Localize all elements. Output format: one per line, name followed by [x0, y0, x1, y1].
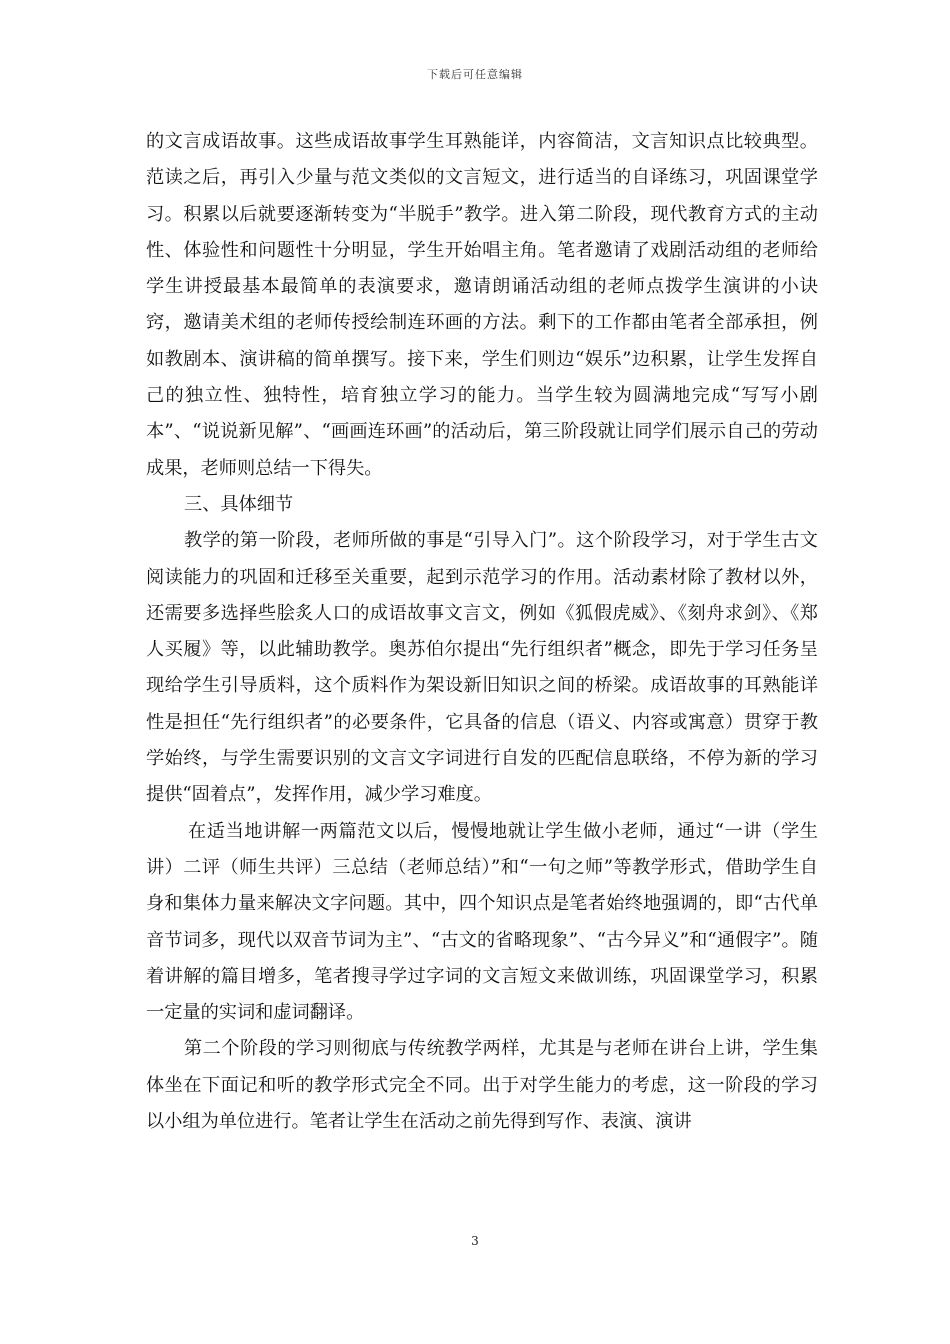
paragraph-4: 第二个阶段的学习则彻底与传统教学两样，尤其是与老师在讲台上讲，学生集体坐在下面记和听的教学形式完全不同。出于对学生能力的考虑，这一阶段的学习以小组为单位进行。笔者让学生在活动之前先得到写作、表演、演讲	[146, 1038, 818, 1133]
section-heading-3: 三、具体细节	[184, 493, 294, 515]
document-body	[146, 124, 818, 1140]
paragraph-3: 在适当地讲解一两篇范文以后，慢慢地就让学生做小老师，通过“一讲（学生讲）二评（师生共评）三总结（老师总结）”和“一句之师”等教学形式，借助学生自身和集体力量来解决文字问题。其中，四个知识点是笔者始终地强调的，即“古代单音节词多，现代以双音节词为主”、“古文的省略现象”、“古今异义”和“通假字”。随着讲解的篇目增多，笔者搜寻学过字词的文言短文来做训练，巩固课堂学习，积累一定量的实词和虚词翻译。	[146, 820, 818, 1024]
page-number: 3	[471, 1234, 479, 1248]
paragraph-2: 教学的第一阶段，老师所做的事是“引导入门”。这个阶段学习，对于学生古文阅读能力的巩固和迁移至关重要，起到示范学习的作用。活动素材除了教材以外，还需要多选择些脍炙人口的成语故事文言文，例如《狐假虎威》、《刻舟求剑》、《郑人买履》等，以此辅助教学。奥苏伯尔提出“先行组织者”概念，即先于学习任务呈现给学生引导质料，这个质料作为架设新旧知识之间的桥梁。成语故事的耳熟能详性是担任“先行组织者”的必要条件，它具备的信息（语义、内容或寓意）贯穿于教学始终，与学生需要识别的文言文字词进行自发的匹配信息联络，不停为新的学习提供“固着点”，发挥作用，减少学习难度。	[146, 530, 818, 806]
paragraph-1: 的文言成语故事。这些成语故事学生耳熟能详，内容简洁，文言知识点比较典型。范读之后，再引入少量与范文类似的文言短文，进行适当的自译练习，巩固课堂学习。积累以后就要逐渐转变为“半脱手”教学。进入第二阶段，现代教育方式的主动性、体验性和问题性十分明显，学生开始唱主角。笔者邀请了戏剧活动组的老师给学生讲授最基本最简单的表演要求，邀请朗诵活动组的老师点拨学生演讲的小诀窍，邀请美术组的老师传授绘制连环画的方法。剩下的工作都由笔者全部承担，例如教剧本、演讲稿的简单撰写。接下来，学生们则边“娱乐”边积累，让学生发挥自己的独立性、独特性，培育独立学习的能力。当学生较为圆满地完成“写写小剧本”、“说说新见解”、“画画连环画”的活动后，第三阶段就让同学们展示自己的劳动成果，老师则总结一下得失。	[146, 131, 818, 479]
page-header: 下载后可任意编辑	[427, 68, 523, 81]
